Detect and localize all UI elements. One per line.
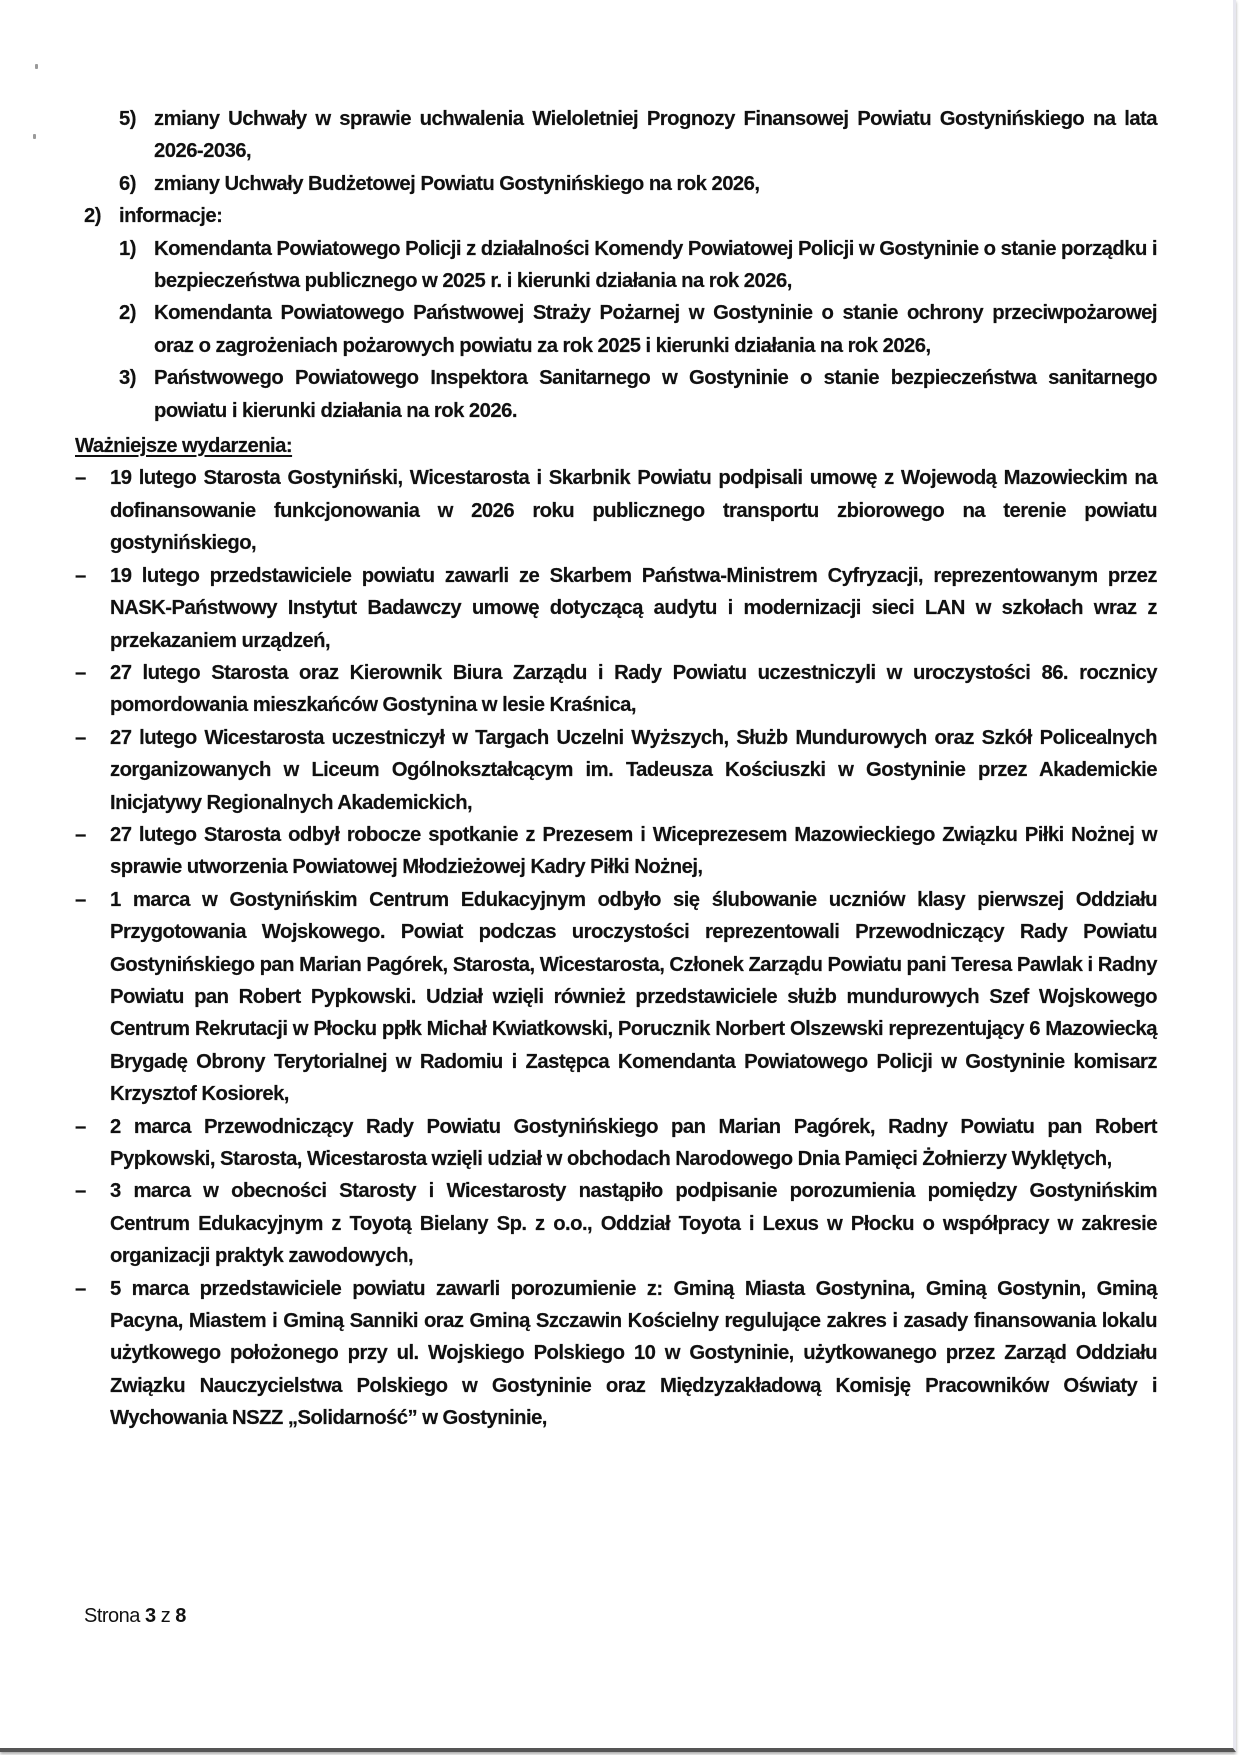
scan-artifact xyxy=(33,134,36,139)
information-subitem xyxy=(84,297,1157,362)
scan-artifact xyxy=(35,64,38,69)
event-text: 2 marca Przewodniczący Rady Powiatu Gostynińskiego pan Marian Pagórek, Radny Powiatu pan Robert Pypkowski, Starosta, Wicestarosta wzięli udział w obchodach Narodowego Dnia Pamięci Żołnierzy Wyklętych, xyxy=(110,1115,1157,1170)
dash-bullet-icon: – xyxy=(75,726,86,749)
event-item xyxy=(75,657,1157,722)
agenda-subitem-text: zmiany Uchwały w sprawie uchwalenia Wieloletniej Prognozy Finansowej Powiatu Gostynińskiego na lata 2026-2036, xyxy=(154,108,1157,163)
page-number-prefix: Strona xyxy=(84,1605,140,1627)
page-footer xyxy=(84,1605,186,1628)
event-text: 19 lutego przedstawiciele powiatu zawarli ze Skarbem Państwa-Ministrem Cyfryzacji, reprezentowanym przez NASK-Państwowy Instytut Badawczy umowę dotyczącą audytu i modernizacji sieci LAN w szkołach wraz z przekazaniem urządzeń, xyxy=(110,564,1157,652)
event-item xyxy=(75,462,1157,559)
event-text: 27 lutego Starosta odbył robocze spotkanie z Prezesem i Wiceprezesem Mazowieckiego Związku Piłki Nożnej w sprawie utworzenia Powiatowej Młodzieżowej Kadry Piłki Nożnej, xyxy=(110,823,1157,879)
page-number-current: 3 xyxy=(145,1605,156,1627)
events-heading: Ważniejsze wydarzenia: xyxy=(75,435,293,458)
dash-bullet-icon: – xyxy=(75,564,86,587)
dash-bullet-icon: – xyxy=(75,1277,86,1300)
dash-bullet-icon: – xyxy=(75,823,86,846)
event-text: 1 marca w Gostynińskim Centrum Edukacyjnym odbyło się ślubowanie uczniów klasy pierwszej Oddziału Przygotowania Wojskowego. Powiat podczas uroczystości reprezentowali Przewodniczący Rady Powiatu Gostynińskiego pan Marian Pagórek, Starosta, Wicestarosta, Członek Zarządu Powiatu pani Teresa Pawlak i Radny Powiatu pan Robert Pypkowski. Udział wzięli również przedstawiciele służb mundurowych Szef Wojskowego Centrum Rekrutacji w Płocku ppłk Michał Kwiatkowski, Porucznik Norbert Olszewski reprezentujący 6 Mazowiecką Brygadę Obrony Terytorialnej w Radomiu i Zastępca Komendanta Powiatowego Policji w Gostyninie komisarz Krzysztof Kosiorek, xyxy=(110,888,1157,1106)
information-subitem xyxy=(84,233,1157,298)
event-text: 27 lutego Starosta oraz Kierownik Biura Zarządu i Rady Powiatu uczestniczyli w uroczystości 86. rocznicy pomordowania mieszkańców Gostynina w lesie Kraśnica, xyxy=(110,661,1157,717)
agenda-subitem-number: 5) xyxy=(119,108,136,130)
event-item xyxy=(75,1111,1157,1176)
event-item xyxy=(75,884,1157,1111)
dash-bullet-icon: – xyxy=(75,1180,86,1203)
agenda-subitem xyxy=(84,103,1157,168)
page-number-separator: z xyxy=(160,1605,171,1627)
information-subitem-number: 3) xyxy=(119,367,136,390)
page-number-total: 8 xyxy=(175,1605,186,1627)
event-text: 3 marca w obecności Starosty i Wicestarosty nastąpiło podpisanie porozumienia pomiędzy Gostynińskim Centrum Edukacyjnym z Toyotą Bielany Sp. z o.o., Oddział Toyota i Lexus w Płocku o współpracy w zakresie organizacji praktyk zawodowych, xyxy=(110,1180,1157,1268)
information-subitem-number: 2) xyxy=(119,302,136,325)
agenda-item-information xyxy=(84,200,1157,232)
event-item xyxy=(75,1273,1157,1435)
event-item xyxy=(75,722,1157,819)
dash-bullet-icon: – xyxy=(75,467,86,490)
event-item xyxy=(75,560,1157,657)
event-text: 5 marca przedstawiciele powiatu zawarli porozumienie z: Gminą Miasta Gostynina, Gminą Gostynin, Gminą Pacyna, Miastem i Gminą Sanniki oraz Gminą Szczawin Kościelny regulujące zakres i zasady finansowania lokalu użytkowego położonego przy ul. Wojskiego Polskiego 10 w Gostyninie, użytkowanego przez Zarząd Oddziału Związku Nauczycielstwa Polskiego w Gostyninie oraz Międzyzakładową Komisję Pracowników Oświaty i Wychowania NSZZ „Solidarność” w Gostyninie, xyxy=(110,1277,1157,1430)
information-subitem-text: Komendanta Powiatowego Państwowej Straży Pożarnej w Gostyninie o stanie ochrony przeciwpożarowej oraz o zagrożeniach pożarowych powiatu za rok 2025 i kierunki działania na rok 2026, xyxy=(154,302,1157,357)
document-body xyxy=(75,103,1157,1435)
agenda-subitem-text: zmiany Uchwały Budżetowej Powiatu Gostynińskiego na rok 2026, xyxy=(154,172,760,195)
dash-bullet-icon: – xyxy=(75,1115,86,1138)
agenda-subitem xyxy=(84,168,1157,200)
agenda-item-number: 2) xyxy=(84,205,101,228)
event-text: 19 lutego Starosta Gostyniński, Wicestarosta i Skarbnik Powiatu podpisali umowę z Wojewodą Mazowieckim na dofinansowanie funkcjonowania w 2026 roku publicznego transportu zbiorowego na terenie powiatu gostynińskiego, xyxy=(110,467,1157,555)
information-subitem-text: Państwowego Powiatowego Inspektora Sanitarnego w Gostyninie o stanie bezpieczeństwa sanitarnego powiatu i kierunki działania na rok 2026. xyxy=(154,367,1157,422)
agenda-item-label: informacje: xyxy=(119,205,223,228)
event-item xyxy=(75,1175,1157,1272)
agenda-subitem-number: 6) xyxy=(119,172,136,195)
dash-bullet-icon: – xyxy=(75,661,86,684)
event-text: 27 lutego Wicestarosta uczestniczył w Targach Uczelni Wyższych, Służb Mundurowych oraz Szkół Policealnych zorganizowanych w Liceum Ogólnokształcącym im. Tadeusza Kościuszki w Gostyninie przez Akademickie Inicjatywy Regionalnych Akademickich, xyxy=(110,726,1157,814)
information-subitem-number: 1) xyxy=(119,237,136,260)
information-subitem-text: Komendanta Powiatowego Policji z działalności Komendy Powiatowej Policji w Gostyninie o stanie porządku i bezpieczeństwa publicznego w 2025 r. i kierunki działania na rok 2026, xyxy=(154,237,1157,293)
event-item xyxy=(75,819,1157,884)
information-subitem xyxy=(84,362,1157,427)
dash-bullet-icon: – xyxy=(75,888,86,911)
